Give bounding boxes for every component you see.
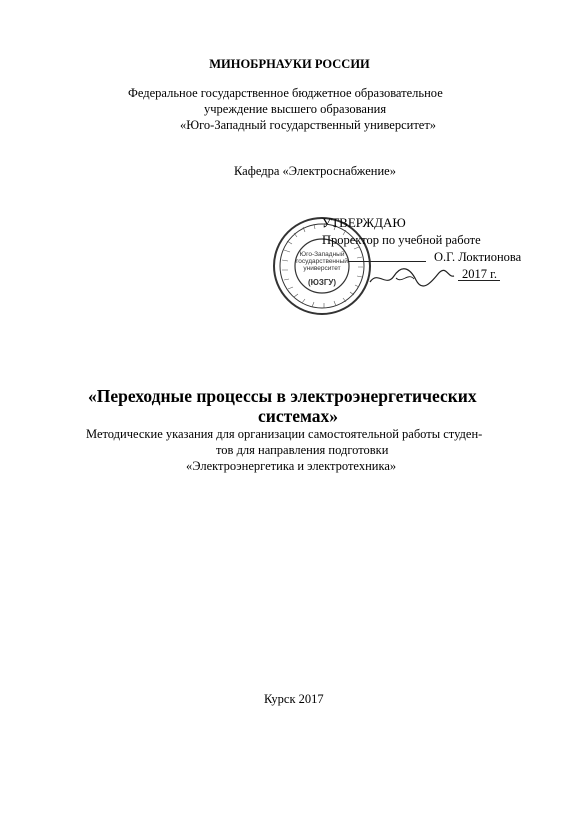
organization-line-3: «Юго-Западный государственный университет»	[180, 118, 437, 132]
approval-year: 2017 г.	[462, 267, 497, 281]
document-title-line-1: «Переходные процессы в электроэнергетических	[88, 386, 477, 406]
approval-name: О.Г. Локтионова	[434, 250, 522, 264]
stamp-text-1: Юго-Западный	[299, 251, 345, 258]
subtitle-line-2: тов для направления подготовки	[216, 443, 389, 457]
approval-block	[270, 210, 530, 325]
city-year: Курск 2017	[264, 692, 324, 706]
stamp-abbr: (ЮЗГУ)	[307, 278, 337, 287]
ministry-name: МИНОБРНАУКИ РОССИИ	[209, 57, 370, 71]
approval-position: Проректор по учебной работе	[322, 233, 481, 247]
department-name: Кафедра «Электроснабжение»	[234, 164, 396, 178]
subtitle-line-3: «Электроэнергетика и электротехника»	[186, 459, 397, 473]
subtitle-line-1: Методические указания для организации самостоятельной работы студен-	[86, 427, 483, 441]
approval-heading: УТВЕРЖДАЮ	[322, 215, 406, 230]
document-title-line-2: системах»	[258, 406, 339, 426]
signature-mark	[366, 262, 456, 292]
stamp-text-2: государственный	[296, 258, 348, 265]
organization-line-1: Федеральное государственное бюджетное образовательное	[128, 86, 443, 100]
organization-line-2: учреждение высшего образования	[204, 102, 387, 116]
date-line	[458, 280, 500, 281]
stamp-text-3: университет	[303, 265, 341, 272]
